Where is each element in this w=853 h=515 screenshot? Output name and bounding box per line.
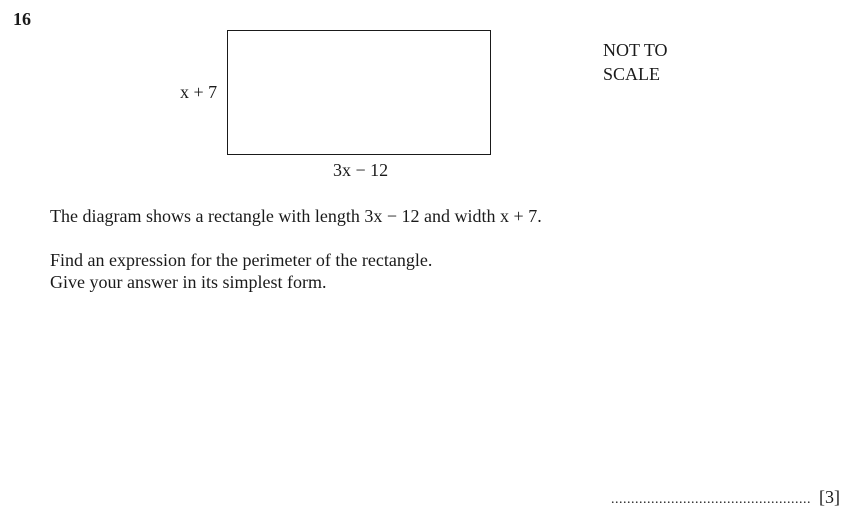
rectangle-width-label: x + 7 xyxy=(180,82,218,102)
question-text-intro: The diagram shows a rectangle with length 3x − 12 and width x + 7. xyxy=(50,206,542,226)
answer-line[interactable]: .................................................. xyxy=(611,492,811,507)
not-to-scale-line1: NOT TO xyxy=(603,40,668,60)
question-number: 16 xyxy=(13,9,31,29)
marks-label: [3] xyxy=(819,487,840,507)
question-text-task: Find an expression for the perimeter of the rectangle. xyxy=(50,250,433,270)
rectangle-length-label: 3x − 12 xyxy=(333,160,389,180)
not-to-scale-note xyxy=(603,38,668,86)
rectangle-diagram xyxy=(227,30,491,155)
not-to-scale-line2: SCALE xyxy=(603,64,661,84)
question-text-form: Give your answer in its simplest form. xyxy=(50,272,327,292)
question-instructions xyxy=(50,249,432,293)
answer-area xyxy=(611,487,840,508)
